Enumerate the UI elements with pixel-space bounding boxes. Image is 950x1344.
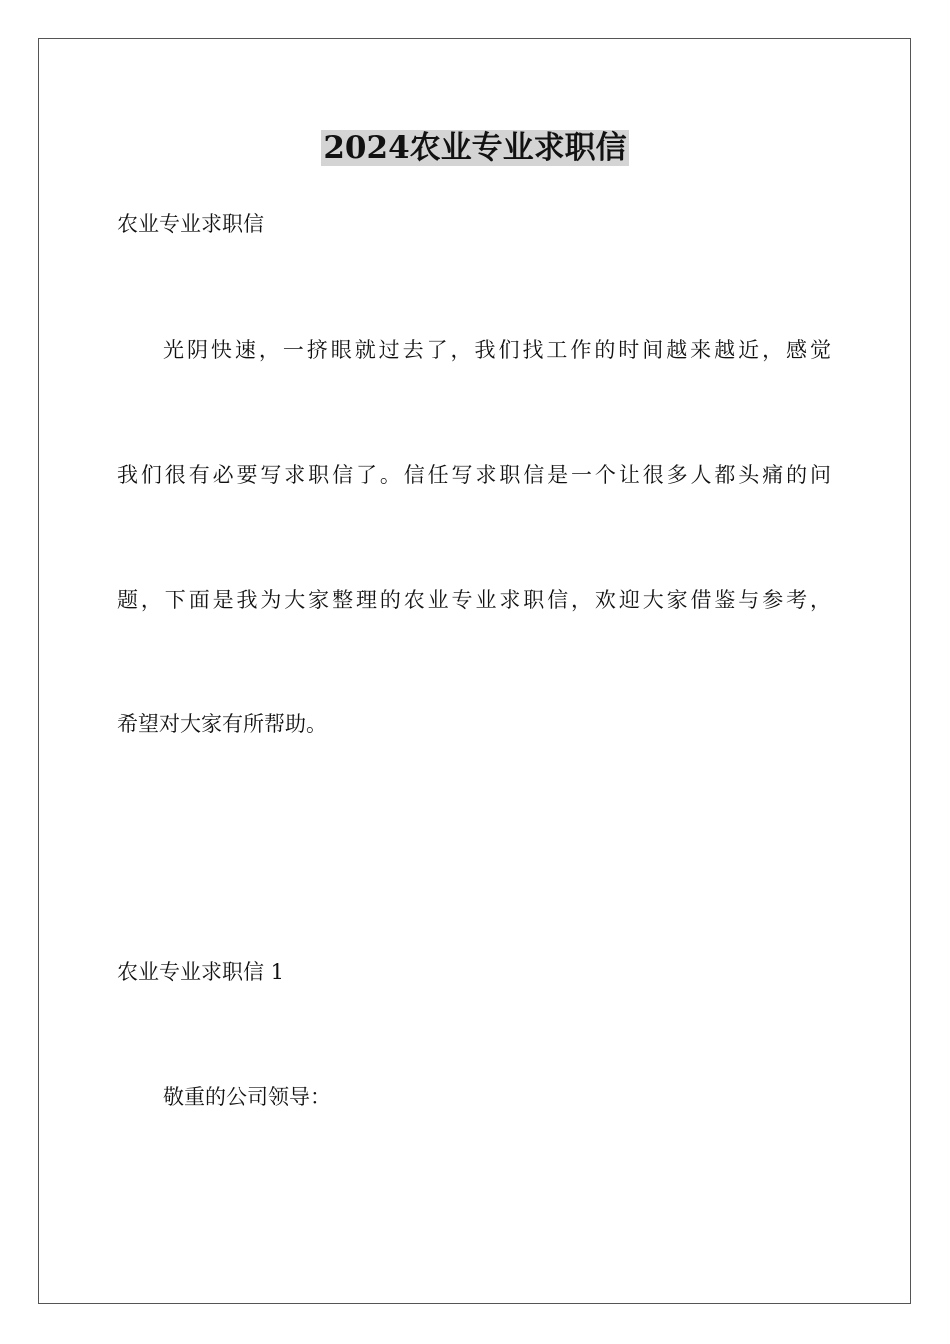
document-subtitle: 农业专业求职信 <box>117 212 264 236</box>
intro-paragraph-line: 题，下面是我为大家整理的农业专业求职信，欢迎大家借鉴与参考， <box>117 588 831 612</box>
intro-paragraph-line: 光阴快速，一挤眼就过去了，我们找工作的时间越来越近，感觉 <box>163 338 831 362</box>
intro-paragraph-line: 我们很有必要写求职信了。信任写求职信是一个让很多人都头痛的问 <box>117 463 831 487</box>
salutation: 敬重的公司领导： <box>163 1085 331 1109</box>
intro-paragraph-line: 希望对大家有所帮助。 <box>117 712 327 736</box>
section-heading: 农业专业求职信 1 <box>117 960 285 984</box>
document-title-text: 2024农业专业求职信 <box>323 130 627 166</box>
document-title <box>0 128 950 168</box>
